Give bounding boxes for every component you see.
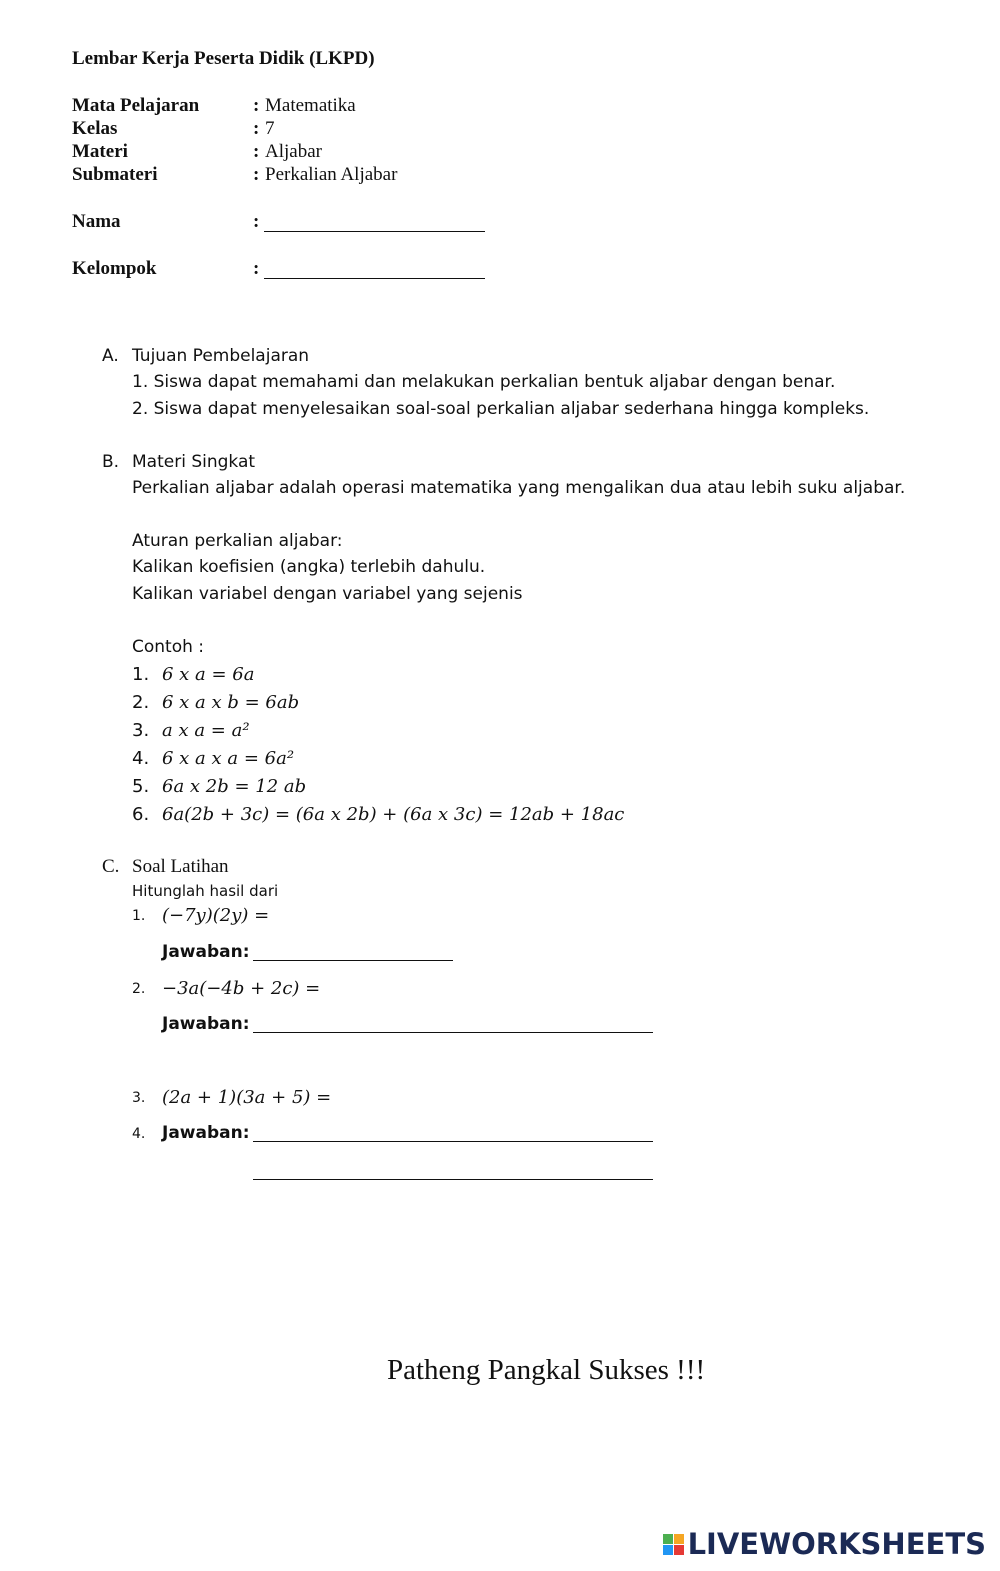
field-colon: : — [253, 164, 260, 185]
field-label-subject: Mata Pelajaran — [72, 95, 200, 116]
objective-item: 1. Siswa dapat memahami dan melakukan perkalian bentuk aljabar dengan benar. — [132, 372, 836, 392]
objective-item: 2. Siswa dapat menyelesaikan soal-soal perkalian aljabar sederhana hingga kompleks. — [132, 399, 870, 419]
logo-tile — [663, 1534, 673, 1544]
field-label-material: Materi — [72, 141, 128, 162]
question-number: 1. — [132, 908, 146, 924]
exercise-instruction: Hitunglah hasil dari — [132, 882, 279, 900]
logo-text: LIVEWORKSHEETS — [687, 1527, 986, 1561]
example-number: 1. — [132, 664, 150, 685]
logo-mark-icon — [663, 1534, 684, 1555]
field-label-name: Nama — [72, 211, 121, 232]
rules-title: Aturan perkalian aljabar: — [132, 531, 343, 551]
example-number: 5. — [132, 776, 150, 797]
answer-label: Jawaban: — [162, 1123, 250, 1143]
logo-tile — [663, 1545, 673, 1555]
section-c-letter: C. — [102, 856, 120, 877]
liveworksheets-logo — [663, 1527, 986, 1561]
field-value-subject: Matematika — [265, 95, 356, 116]
worksheet-title: Lembar Kerja Peserta Didik (LKPD) — [72, 48, 375, 69]
section-b-title: Materi Singkat — [132, 452, 256, 472]
question-expression: (2a + 1)(3a + 5) = — [162, 1087, 332, 1108]
group-blank-line[interactable] — [264, 278, 485, 279]
question-number: 4. — [132, 1126, 146, 1142]
section-b-letter: B. — [102, 452, 120, 472]
answer-line-2[interactable] — [253, 1032, 653, 1033]
example-number: 4. — [132, 748, 150, 769]
example-expression: 6 x a = 6a — [162, 664, 255, 685]
question-expression: −3a(−4b + 2c) = — [162, 978, 321, 999]
field-label-class: Kelas — [72, 118, 118, 139]
field-colon: : — [253, 211, 260, 232]
question-number: 2. — [132, 981, 146, 997]
logo-tile — [674, 1534, 684, 1544]
question-expression: (−7y)(2y) = — [162, 905, 270, 926]
example-expression: a x a = a² — [162, 720, 250, 741]
answer-line-1[interactable] — [253, 960, 453, 961]
example-expression: 6a(2b + 3c) = (6a x 2b) + (6a x 3c) = 12ab + 18ac — [162, 804, 625, 825]
name-blank-line[interactable] — [264, 231, 485, 232]
field-label-submaterial: Submateri — [72, 164, 158, 185]
field-colon: : — [253, 118, 260, 139]
field-colon: : — [253, 258, 260, 279]
answer-line-3[interactable] — [253, 1141, 653, 1142]
example-expression: 6 x a x b = 6ab — [162, 692, 300, 713]
field-value-material: Aljabar — [265, 141, 322, 162]
field-colon: : — [253, 141, 260, 162]
rule-item: Kalikan koefisien (angka) terlebih dahulu. — [132, 557, 486, 577]
field-colon: : — [253, 95, 260, 116]
material-intro: Perkalian aljabar adalah operasi matematika yang mengalikan dua atau lebih suku aljabar. — [132, 478, 906, 498]
section-a-letter: A. — [102, 346, 119, 366]
section-c-title: Soal Latihan — [132, 856, 229, 877]
field-label-group: Kelompok — [72, 258, 157, 279]
example-expression: 6a x 2b = 12 ab — [162, 776, 307, 797]
examples-title: Contoh : — [132, 637, 205, 657]
answer-label: Jawaban: — [162, 942, 250, 962]
field-value-class: 7 — [265, 118, 275, 139]
example-number: 3. — [132, 720, 150, 741]
answer-label: Jawaban: — [162, 1014, 250, 1034]
logo-tile — [674, 1545, 684, 1555]
rule-item: Kalikan variabel dengan variabel yang sejenis — [132, 584, 523, 604]
section-a-title: Tujuan Pembelajaran — [132, 346, 310, 366]
example-number: 6. — [132, 804, 150, 825]
field-value-submaterial: Perkalian Aljabar — [265, 164, 398, 185]
question-number: 3. — [132, 1090, 146, 1106]
closing-motto: Patheng Pangkal Sukses !!! — [387, 1354, 706, 1386]
example-number: 2. — [132, 692, 150, 713]
example-expression: 6 x a x a = 6a² — [162, 748, 295, 769]
answer-line-3-extra[interactable] — [253, 1179, 653, 1180]
